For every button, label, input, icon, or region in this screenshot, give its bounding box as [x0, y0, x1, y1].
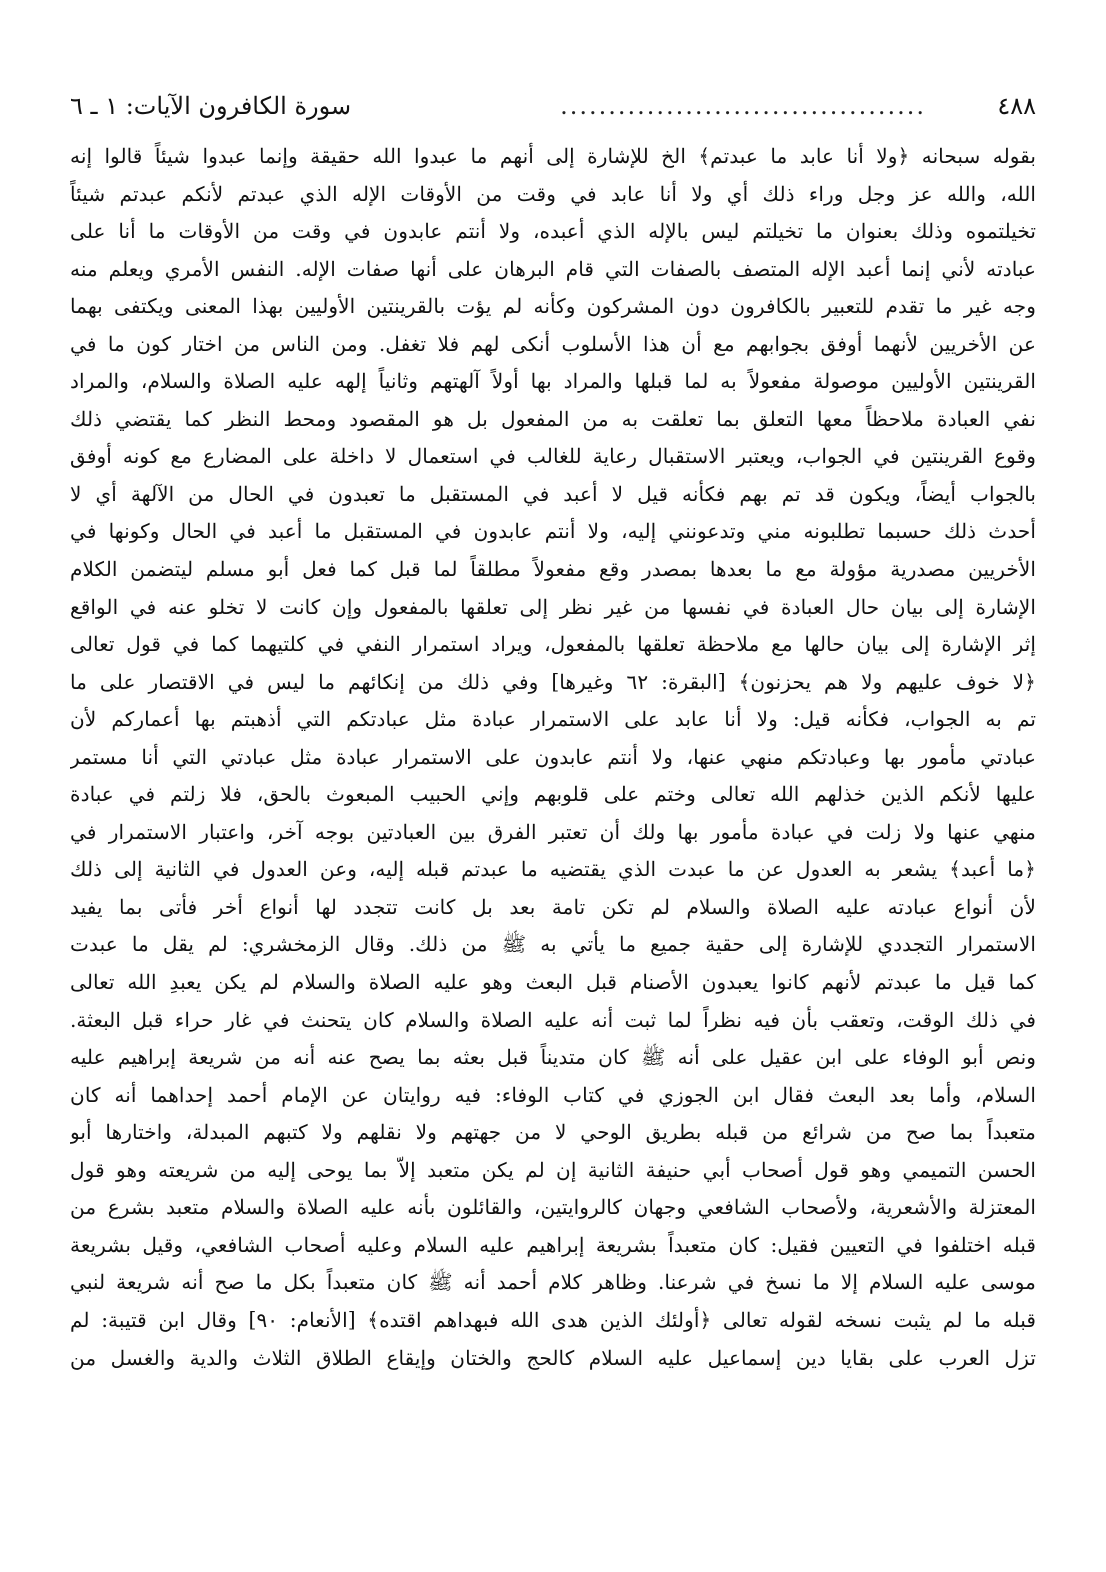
- text-line: كما قيل ما عبدتم لأنهم كانوا يعبدون الأصنام قبل البعث وهو عليه الصلاة والسلام لم يكن يعبدِ الله تعالى: [70, 970, 1036, 995]
- text-line: وقوع القرينتين في الجواب، ويعتبر الاستقبال رعاية للغالب في استعمال لا داخلة على المضارع مع كونه أوفق: [70, 444, 1036, 469]
- page-number: ٤٨٨: [997, 92, 1036, 120]
- text-line: منهي عنها ولا زلت في عبادة مأمور بها ولك أن تعتبر الفرق بين العبادتين بوجه آخر، واعتبار الاستمرار في: [70, 819, 1036, 844]
- text-line: المعتزلة والأشعرية، ولأصحاب الشافعي وجهان كالروايتين، والقائلون بأنه عليه الصلاة والسلام متعبد بشرع من: [70, 1195, 1036, 1220]
- text-line: الأخريين مصدرية مؤولة مع ما بعدها بمصدر وقع مفعولاً مطلقاً لما قبل كما فعل أبو مسلم ليتضمن الكلام: [70, 557, 1036, 582]
- text-line: بالجواب أيضاً، ويكون قد تم بهم فكأنه قيل لا أعبد في المستقبل ما تعبدون في الحال من الآلهة أي لا: [70, 481, 1036, 506]
- text-line: متعبداً بما صح من شرائع من قبله بطريق الوحي لا من جهتهم ولا نقلهم ولا كتبهم المبدلة، واختارها أبو: [70, 1120, 1036, 1145]
- text-line: تم به الجواب، فكأنه قيل: ولا أنا عابد على الاستمرار عبادة مثل عبادتكم التي أذهبتم بها أعماركم لأن: [70, 707, 1036, 732]
- text-line: عبادته لأني إنما أعبد الإله المتصف بالصفات التي قام البرهان على أنها صفات الإله. النفس الأمري ويعلم منه: [70, 256, 1036, 281]
- running-header: [70, 88, 1036, 124]
- text-line: الله، والله عز وجل وراء ذلك أي ولا أنا عابد في وقت من الأوقات الإله الذي عبدتم لأنكم عبدتم شيئاً: [70, 181, 1036, 206]
- text-line: الاستمرار التجددي للإشارة إلى حقية جميع ما يأتي به ﷺ من ذلك. وقال الزمخشري: لم يقل ما عبدت: [70, 932, 1036, 957]
- text-line: في ذلك الوقت، وتعقب بأن فيه نظراً لما ثبت أنه عليه الصلاة والسلام كان يتحنث في غار حراء قبل البعثة.: [70, 1007, 1036, 1032]
- text-line: قبله اختلفوا في التعيين فقيل: كان متعبداً بشريعة إبراهيم عليه السلام وعليه أصحاب الشافعي، وقيل بشريعة: [70, 1232, 1036, 1257]
- text-line: عليها لأنكم الذين خذلهم الله تعالى وختم على قلوبهم وإني الحبيب المبعوث بالحق، فلا زلتم في عبادة: [70, 782, 1036, 807]
- text-line: قبله ما لم يثبت نسخه لقوله تعالى ﴿أولئك الذين هدى الله فبهداهم اقتده﴾ [الأنعام: ٩٠] وقال ابن قتيبة: لم: [70, 1307, 1036, 1332]
- text-line: ﴿لا خوف عليهم ولا هم يحزنون﴾ [البقرة: ٦٢ وغيرها] وفي ذلك من إنكائهم ما ليس في الاقتصار على ما: [70, 669, 1036, 694]
- text-line: وجه غير ما تقدم للتعبير بالكافرون دون المشركون وكأنه لم يؤت بالقرينتين الأوليين بهذا المعنى ويكتفى بهما: [70, 294, 1036, 319]
- text-line: عن الأخريين لأنهما أوفق بجوابهم مع أن هذا الأسلوب أنكى لهم فلا تغفل. ومن الناس من اختار كون ما في: [70, 331, 1036, 356]
- text-line: تخيلتموه وذلك بعنوان ما تخيلتم ليس بالإله الذي أعبده، ولا أنتم عابدون في وقت من الأوقات ما أنا على: [70, 219, 1036, 244]
- surah-header-title: سورة الكافرون الآيات: ١ ـ ٦: [70, 92, 352, 120]
- text-line: بقوله سبحانه ﴿ولا أنا عابد ما عبدتم﴾ الخ للإشارة إلى أنهم ما عبدوا الله حقيقة وإنما عبدوا شيئاً قالوا إنه: [70, 144, 1036, 168]
- text-line: القرينتين الأوليين موصولة مفعولاً به لما قبلها والمراد بها أولاً آلهتهم وثانياً إلهه عليه الصلاة والسلام، والمراد: [70, 369, 1036, 394]
- text-line: السلام، وأما بعد البعث فقال ابن الجوزي في كتاب الوفاء: فيه روايتان عن الإمام أحمد إحداهما أنه كان: [70, 1082, 1036, 1107]
- text-line: لأن أنواع عبادته عليه الصلاة والسلام لم تكن تامة بعد بل كانت تتجدد لها أنواع أخر فأتى بما يفيد: [70, 894, 1036, 919]
- text-line: ونص أبو الوفاء على ابن عقيل على أنه ﷺ كان متديناً قبل بعثه بما يصح عنه أنه من شريعة إبراهيم عليه: [70, 1045, 1036, 1070]
- tafsir-body-text: [70, 124, 1036, 1377]
- text-line: تزل العرب على بقايا دين إسماعيل عليه السلام كالحج والختان وإيقاع الطلاق الثلاث والدية والغسل من: [70, 1345, 1036, 1370]
- text-line: نفي العبادة ملاحظاً معها التعلق بما تعلقت به من المفعول بل هو المقصود ومحط النظر كما يقتضي ذلك: [70, 406, 1036, 431]
- text-line: إثر الإشارة إلى بيان حالها مع ملاحظة تعلقها بالمفعول، ويراد استمرار النفي في كلتيهما كما في قول تعالى: [70, 632, 1036, 657]
- header-leader-dots: ......................................: [560, 92, 926, 120]
- text-line: الحسن التميمي وهو قول أصحاب أبي حنيفة الثانية إن لم يكن متعبد إلاّ بما يوحى إليه من شريعته وهو قول: [70, 1157, 1036, 1182]
- text-line: عبادتي مأمور بها وعبادتكم منهي عنها، ولا أنتم عابدون على الاستمرار عبادة مثل عبادتي التي أنا مستمر: [70, 744, 1036, 769]
- text-line: موسى عليه السلام إلا ما نسخ في شرعنا. وظاهر كلام أحمد أنه ﷺ كان متعبداً بكل ما صح أنه شريعة لنبي: [70, 1270, 1036, 1295]
- text-line: أحدث ذلك حسبما تطلبونه مني وتدعونني إليه، ولا أنتم عابدون في المستقبل ما أعبد في الحال وكونها في: [70, 519, 1036, 544]
- page: [70, 88, 1036, 1556]
- text-line: الإشارة إلى بيان حال العبادة في نفسها من غير نظر إلى تعلقها بالمفعول وإن كانت لا تخلو عنه في الواقع: [70, 594, 1036, 619]
- text-line: ﴿ما أعبد﴾ يشعر به العدول عن ما عبدت الذي يقتضيه ما عبدتم قبله إليه، وعن العدول في الثانية إلى ذلك: [70, 857, 1036, 882]
